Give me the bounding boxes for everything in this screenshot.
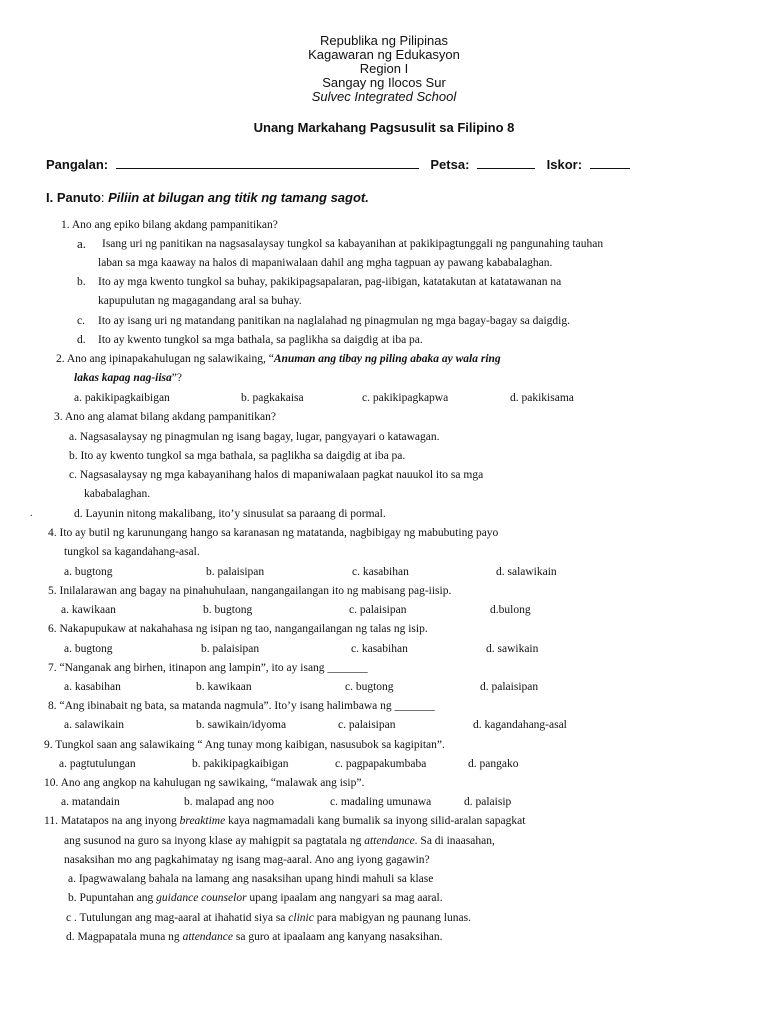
q1-d-letter: d. — [77, 334, 86, 346]
q1-a-line1: Isang uri ng panitikan na nagsasalaysay tungkol sa kabayanihan at pakikipagtunggali ng pangunahing tauhan — [102, 238, 604, 250]
q6-option-b[interactable]: b. palaisipan — [201, 643, 260, 655]
q2-stem-suffix: ”? — [171, 372, 182, 384]
q9-stem: 9. Tungkol saan ang salawikaing “ Ang tunay mong kaibigan, nasusubok sa kagipitan”. — [44, 739, 445, 751]
q9-option-c[interactable]: c. pagpapakumbaba — [335, 758, 427, 770]
q11-text-2a: ang susunod na guro sa inyong klase ay mahigpit sa pagtatala ng — [64, 835, 365, 847]
q5-stem: 5. Inilalarawan ang bagay na pinahuhulaan, nangangailangan ito ng mabisang pag-iisip. — [48, 585, 452, 597]
q1-b-line2: kapupulutan ng magagandang aral sa buhay. — [98, 295, 302, 307]
q11-c-text-b: clinic — [288, 912, 314, 924]
q11-b-text-a: b. Pupuntahan ang — [68, 892, 157, 904]
q10-stem: 10. Ano ang angkop na kahulugan ng sawikaing, “malawak ang isip”. — [44, 777, 365, 789]
q6-option-c[interactable]: c. kasabihan — [351, 643, 408, 655]
score-label: Iskor: — [546, 157, 583, 172]
q11-d-text-c: sa guro at ipaalaam ang kanyang nasaksihan. — [233, 931, 443, 943]
q10-option-d[interactable]: d. palaisip — [464, 796, 512, 808]
q11-b-text-b: guidance counselor — [156, 892, 247, 904]
q5-option-a[interactable]: a. kawikaan — [61, 604, 116, 616]
q11-text-1b: breaktime — [179, 815, 226, 827]
q11-text-1a: 11. Matatapos na ang inyong — [44, 815, 180, 827]
exam-title: Unang Markahang Pagsusulit sa Filipino 8 — [253, 120, 515, 135]
q11-option-c[interactable] — [66, 911, 471, 925]
q1-a-line2: laban sa mga kaaway na halos di mapaniwalaan dahil ang mgha tagpuan ay pawang kababalaghan. — [98, 257, 553, 269]
q2-stem-line1 — [56, 352, 501, 366]
q11-stem-line1 — [44, 814, 525, 828]
q9-option-b[interactable]: b. pakikipagkaibigan — [192, 758, 289, 770]
q11-text-2b: attendance — [364, 835, 415, 847]
student-info-line — [46, 157, 630, 172]
q8-option-c[interactable]: c. palaisipan — [338, 719, 396, 731]
q4-option-d[interactable]: d. salawikain — [496, 566, 557, 578]
q4-stem-line1: 4. Ito ay butil ng karunungang hango sa karanasan ng matatanda, nagbibigay ng mabubuting payo — [48, 527, 499, 539]
q5-option-b[interactable]: b. bugtong — [203, 604, 253, 616]
q2-quote-part2: lakas kapag nag-iisa — [74, 372, 172, 384]
header-department: Kagawaran ng Edukasyon — [308, 47, 460, 62]
q7-stem: 7. “Nanganak ang birhen, itinapon ang lampin”, ito ay isang _______ — [48, 662, 368, 674]
header-region: Region I — [359, 61, 409, 76]
q2-option-d[interactable]: d. pakikisama — [510, 392, 574, 404]
q11-option-d[interactable] — [66, 930, 443, 944]
q1-stem: 1. Ano ang epiko bilang akdang pampanitikan? — [61, 219, 278, 231]
school-header — [0, 34, 768, 104]
q11-stem-line2 — [64, 834, 495, 848]
q11-option-b[interactable] — [68, 891, 443, 905]
q11-option-a[interactable]: a. Ipagwawalang bahala na lamang ang nasaksihan upang hindi mahuli sa klase — [68, 873, 434, 885]
q11-d-text-a: d. Magpapatala muna ng — [66, 931, 183, 943]
q3-option-c-line1[interactable]: c. Nagsasalaysay ng mga kabayanihang halos di mapaniwalaan pagkat nauukol ito sa mga — [69, 469, 484, 481]
q9-option-d[interactable]: d. pangako — [468, 758, 519, 770]
q4-option-b[interactable]: b. palaisipan — [206, 566, 265, 578]
q1-b-line1: Ito ay mga kwento tungkol sa buhay, pakikipagsapalaran, pag-iibigan, katatakutan at katatawanan na — [98, 276, 562, 288]
stray-dot: . — [30, 508, 33, 519]
q11-text-1c: kaya nagmamadali kang bumalik sa inyong silid-aralan sapagkat — [225, 815, 526, 827]
name-blank[interactable] — [116, 157, 419, 169]
header-republic: Republika ng Pilipinas — [320, 33, 448, 48]
q4-option-c[interactable]: c. kasabihan — [352, 566, 409, 578]
q2-stem-prefix: 2. Ano ang ipinapakahulugan ng salawikaing, “ — [56, 353, 274, 365]
q10-option-b[interactable]: b. malapad ang noo — [184, 796, 275, 808]
q1-c-letter: c. — [77, 315, 85, 327]
q10-option-c[interactable]: c. madaling umunawa — [330, 796, 432, 808]
q11-stem-line3: nasaksihan mo ang pagkahimatay ng isang mag-aaral. Ano ang iyong gagawin? — [64, 854, 430, 866]
q11-d-text-b: attendance — [182, 931, 234, 943]
q2-option-b[interactable]: b. pagkakaisa — [241, 392, 304, 404]
q6-option-d[interactable]: d. sawikain — [486, 643, 539, 655]
q7-option-a[interactable]: a. kasabihan — [64, 681, 121, 693]
q3-option-c-line2: kababalaghan. — [84, 488, 151, 500]
q5-option-d[interactable]: d.bulong — [490, 604, 531, 616]
q11-b-text-c: upang ipaalam ang nangyari sa mag aaral. — [246, 892, 443, 904]
q11-c-text-a: c . Tutulungan ang mag-aaral at ihahatid siya sa — [66, 912, 289, 924]
header-school: Sulvec Integrated School — [311, 89, 457, 104]
date-blank[interactable] — [477, 157, 535, 169]
q8-option-b[interactable]: b. sawikain/idyoma — [196, 719, 287, 731]
date-label: Petsa: — [430, 157, 470, 172]
q3-option-a[interactable]: a. Nagsasalaysay ng pinagmulan ng isang bagay, lugar, pangyayari o katawagan. — [69, 431, 440, 443]
name-label: Pangalan: — [46, 157, 109, 172]
q6-stem: 6. Nakapupukaw at nakahahasa ng isipan ng tao, nangangailangan ng talas ng isip. — [48, 623, 428, 635]
q4-option-a[interactable]: a. bugtong — [64, 566, 113, 578]
q2-quote-part1: Anuman ang tibay ng piling abaka ay wala ring — [273, 353, 501, 365]
q2-option-a[interactable]: a. pakikipagkaibigan — [74, 392, 170, 404]
q8-stem: 8. “Ang ibinabait ng bata, sa matanda nagmula”. Ito’y isang halimbawa ng _______ — [48, 700, 435, 712]
q3-stem: 3. Ano ang alamat bilang akdang pampanitikan? — [54, 411, 276, 423]
q4-stem-line2: tungkol sa kagandahang-asal. — [64, 546, 200, 558]
q6-option-a[interactable]: a. bugtong — [64, 643, 113, 655]
q8-option-d[interactable]: d. kagandahang-asal — [473, 719, 567, 731]
q11-text-2c: . Sa di inaasahan, — [414, 835, 495, 847]
q2-option-c[interactable]: c. pakikipagkapwa — [362, 392, 449, 404]
q8-option-a[interactable]: a. salawikain — [64, 719, 125, 731]
q11-c-text-c: para mabigyan ng paunang lunas. — [313, 912, 471, 924]
q1-b-letter: b. — [77, 276, 86, 288]
instructions-text: Piliin at bilugan ang titik ng tamang sagot. — [108, 190, 369, 205]
instructions-label: I. Panuto — [46, 190, 101, 205]
score-blank[interactable] — [590, 157, 630, 169]
q1-c-line1: Ito ay isang uri ng matandang panitikan na naglalahad ng pinagmulan ng mga bagay-bagay sa daigdig. — [98, 315, 570, 327]
q7-option-d[interactable]: d. palaisipan — [480, 681, 539, 693]
q5-option-c[interactable]: c. palaisipan — [349, 604, 407, 616]
q7-option-c[interactable]: c. bugtong — [345, 681, 394, 693]
q3-option-b[interactable]: b. Ito ay kwento tungkol sa mga bathala, sa paglikha sa daigdig at iba pa. — [69, 450, 406, 462]
q1-d-line1: Ito ay kwento tungkol sa mga bathala, sa paglikha sa daigdig at iba pa. — [98, 334, 423, 346]
q2-stem-line2 — [74, 371, 182, 385]
instructions: I. Panuto: Piliin at bilugan ang titik ng tamang sagot. — [46, 190, 369, 205]
q3-option-d[interactable]: d. Layunin nitong makalibang, ito’y sinusulat sa paraang di pormal. — [74, 508, 386, 520]
q9-option-a[interactable]: a. pagtutulungan — [59, 758, 136, 770]
header-division: Sangay ng Ilocos Sur — [322, 75, 446, 90]
q7-option-b[interactable]: b. kawikaan — [196, 681, 252, 693]
q10-option-a[interactable]: a. matandain — [61, 796, 120, 808]
q1-a-letter: a. — [77, 236, 87, 251]
